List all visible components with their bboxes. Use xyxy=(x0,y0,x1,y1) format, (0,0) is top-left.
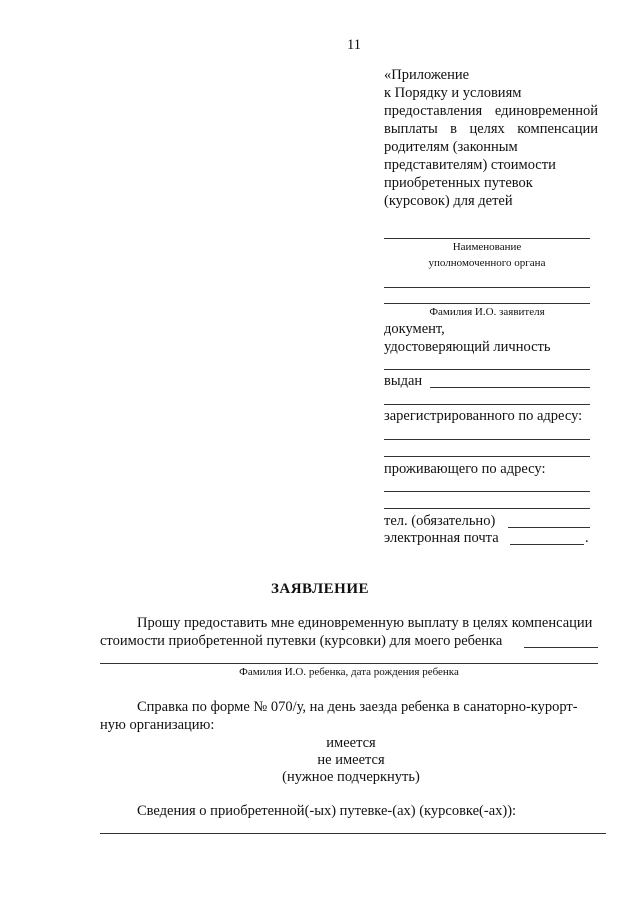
authority-field-line[interactable] xyxy=(384,238,590,239)
appendix-line: «Приложение xyxy=(384,67,470,83)
email-label: электронная почта xyxy=(384,530,499,546)
living-address-line-2[interactable] xyxy=(384,508,590,509)
email-field-line[interactable] xyxy=(510,544,584,545)
option-note: (нужное подчеркнуть) xyxy=(282,769,420,785)
appendix-heading xyxy=(384,66,598,210)
living-address-label: проживающего по адресу: xyxy=(384,461,546,477)
certificate-text-line-1: Справка по форме № 070/у, на день заезда ребенка в санаторно-курорт- xyxy=(137,699,578,715)
voucher-info-field-line[interactable] xyxy=(100,833,606,834)
appendix-line: предоставления единовременной xyxy=(384,103,598,119)
applicant-name-field-line[interactable] xyxy=(384,303,590,304)
request-text-line-2: стоимости приобретенной путевки (курсовки) для моего ребенка xyxy=(100,633,503,649)
issued-field-line[interactable] xyxy=(430,387,590,388)
authority-extra-line[interactable] xyxy=(384,287,590,288)
registered-address-line-2[interactable] xyxy=(384,456,590,457)
registered-address-line-1[interactable] xyxy=(384,439,590,440)
authority-caption-1: Наименование xyxy=(452,241,522,253)
certificate-text-line-2: ную организацию: xyxy=(100,717,215,733)
appendix-line: родителям (законным xyxy=(384,139,518,155)
living-address-line-1[interactable] xyxy=(384,491,590,492)
appendix-line: к Порядку и условиям xyxy=(384,85,522,101)
id-document-label-2: удостоверяющий личность xyxy=(384,339,551,355)
page-number: 11 xyxy=(347,37,361,53)
appendix-line: приобретенных путевок xyxy=(384,175,533,191)
option-has-not[interactable]: не имеется xyxy=(317,752,385,768)
child-caption: Фамилия И.О. ребенка, дата рождения ребенка xyxy=(239,666,459,678)
appendix-line: выплаты в целях компенсации xyxy=(384,121,598,137)
phone-label: тел. (обязательно) xyxy=(384,513,496,529)
appendix-line: (курсовок) для детей xyxy=(384,193,513,209)
registered-address-label: зарегистрированного по адресу: xyxy=(384,408,583,424)
child-inline-field-line[interactable] xyxy=(524,647,598,648)
email-period: . xyxy=(585,530,589,546)
statement-title: ЗАЯВЛЕНИЕ xyxy=(270,581,370,597)
id-document-field-line[interactable] xyxy=(384,369,590,370)
phone-field-line[interactable] xyxy=(508,527,590,528)
request-text-line-1: Прошу предоставить мне единовременную выплату в целях компенсации xyxy=(137,615,593,631)
appendix-line: представителям) стоимости xyxy=(384,157,556,173)
issued-label: выдан xyxy=(384,373,423,389)
option-has[interactable]: имеется xyxy=(326,735,376,751)
issued-extra-line[interactable] xyxy=(384,404,590,405)
id-document-label: документ, xyxy=(384,321,445,337)
child-field-line[interactable] xyxy=(100,663,598,664)
authority-caption-2: уполномоченного органа xyxy=(428,257,546,269)
voucher-info-label: Сведения о приобретенной(-ых) путевке-(ах) (курсовке(-ах)): xyxy=(137,803,517,819)
applicant-caption: Фамилия И.О. заявителя xyxy=(429,306,545,318)
